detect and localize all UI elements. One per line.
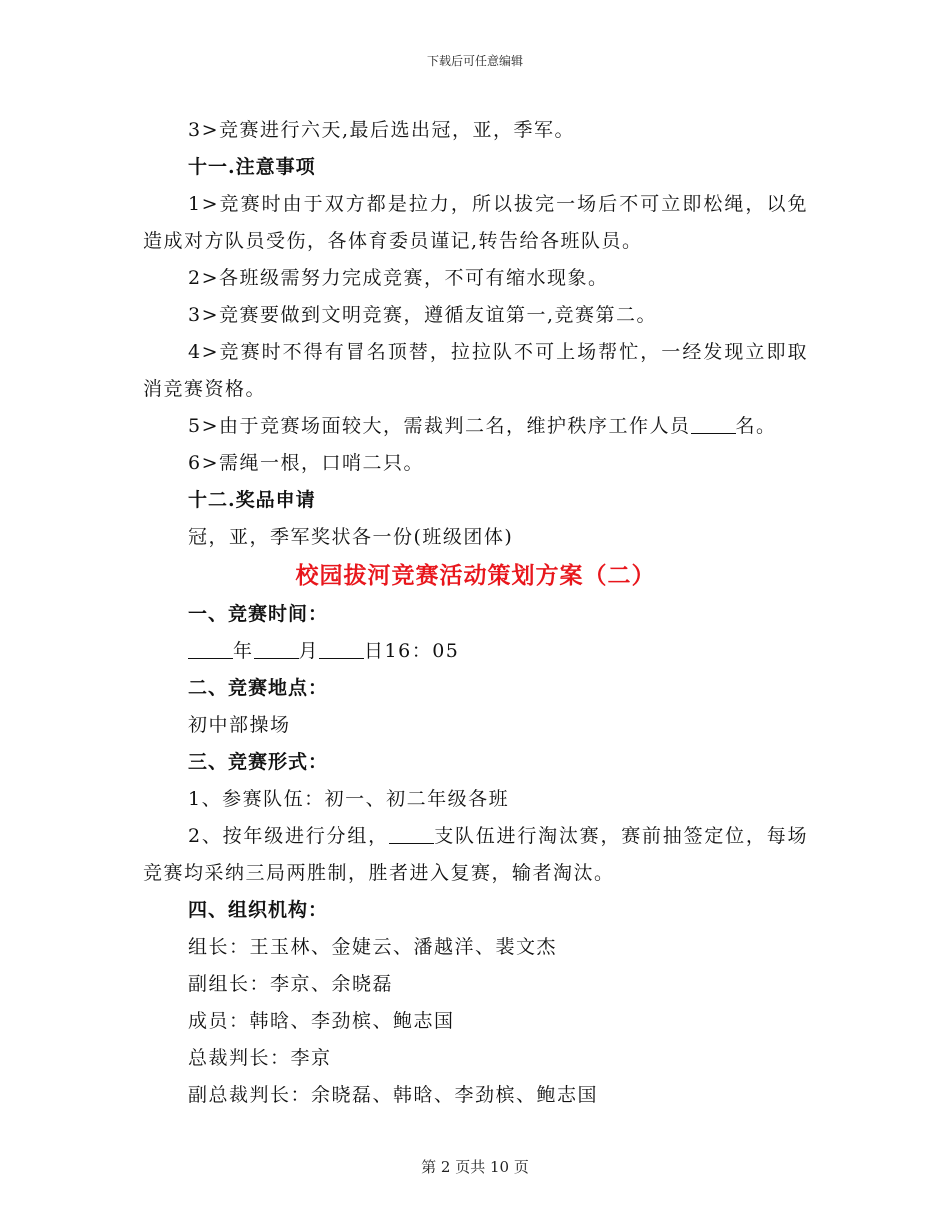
paragraph: 总裁判长：李京 — [188, 1047, 332, 1069]
text-span: 日16：05 — [364, 640, 460, 662]
paragraph — [143, 633, 808, 670]
paragraph: 组长：王玉林、金婕云、潘越洋、裴文杰 — [188, 936, 558, 958]
fill-blank — [691, 415, 736, 434]
paragraph: 6>需绳一根，口哨二只。 — [188, 452, 425, 474]
document-title: 校园拔河竞赛活动策划方案（二） — [295, 562, 656, 589]
paragraph: 3>竞赛进行六天,最后选出冠，亚，季军。 — [188, 119, 576, 141]
paragraph: 4>竞赛时不得有冒名顶替，拉拉队不可上场帮忙，一经发现立即取消竞赛资格。 — [143, 341, 808, 400]
paragraph: 成员：韩晗、李劲槟、鲍志国 — [188, 1010, 455, 1032]
paragraph — [143, 818, 808, 892]
paragraph: 1>竞赛时由于双方都是拉力，所以拔完一场后不可立即松绳，以免造成对方队员受伤，各体育委员谨记,转告给各班队员。 — [143, 193, 808, 252]
paragraph: 冠，亚，季军奖状各一份(班级团体) — [188, 526, 514, 548]
page-footer: 第 2 页共 10 页 — [421, 1158, 529, 1176]
section-heading-3: 三、竞赛形式： — [188, 751, 329, 773]
paragraph: 1、参赛队伍：初一、初二年级各班 — [188, 788, 510, 810]
text-span: 5>由于竞赛场面较大，需裁判二名，维护秩序工作人员 — [188, 415, 691, 437]
section-heading-2: 二、竞赛地点： — [188, 677, 329, 699]
paragraph: 副总裁判长：余晓磊、韩晗、李劲槟、鲍志国 — [188, 1084, 599, 1106]
fill-blank — [389, 825, 434, 844]
section-heading-1: 一、竞赛时间： — [188, 603, 329, 625]
fill-blank — [188, 640, 233, 659]
section-heading-4: 四、组织机构： — [188, 899, 329, 921]
header-note: 下载后可任意编辑 — [426, 54, 523, 68]
paragraph: 2>各班级需努力完成竞赛，不可有缩水现象。 — [188, 267, 609, 289]
paragraph: 副组长：李京、余晓磊 — [188, 973, 394, 995]
fill-blank — [319, 640, 364, 659]
paragraph: 初中部操场 — [188, 714, 291, 736]
text-span: 支队伍进行淘汰赛，赛前抽签定位，每场竞赛均采纳三局两胜制，胜者进入复赛，输者淘汰。 — [143, 825, 808, 884]
text-span: 年 — [233, 640, 254, 662]
fill-blank — [254, 640, 299, 659]
text-span: 月 — [298, 640, 320, 662]
section-heading-11: 十一.注意事项 — [188, 156, 316, 178]
paragraph — [143, 408, 808, 445]
text-span: 2、按年级进行分组， — [188, 825, 389, 847]
paragraph: 3>竞赛要做到文明竞赛，遵循友谊第一,竞赛第二。 — [188, 304, 658, 326]
text-span: 名。 — [735, 415, 777, 437]
section-heading-12: 十二.奖品申请 — [188, 489, 316, 511]
document-body — [143, 112, 808, 1114]
